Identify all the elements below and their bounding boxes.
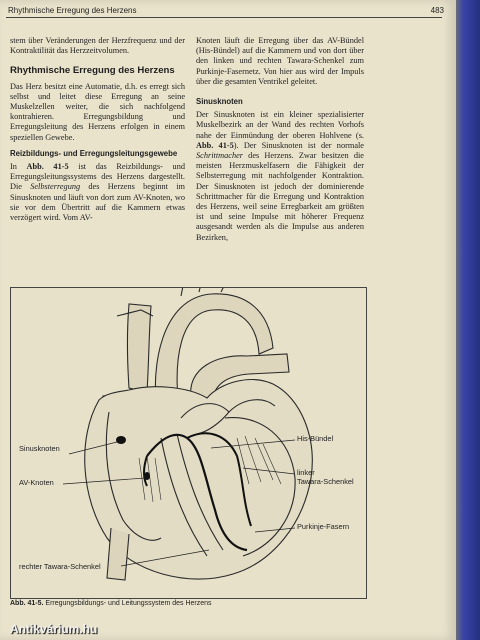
intro-paragraph: Das Herz besitzt eine Automatie, d.h. es erregt sich selbst und leitet diese Erregung an seine Muskelzellen weiter, die sich nachfolgend kontrahieren. Erregungsbildung und Erregungsleitung des Herzens erfolgen in einem speziellen Gewebe. — [10, 81, 185, 142]
emphasis-text: Selbsterregung — [30, 182, 81, 192]
right-column — [196, 36, 364, 245]
text-run: ist das Reizbildungs- und Erregungsleitungssystems des Herzens dargestellt. Die — [10, 162, 185, 192]
subheading-sinusknoten: Sinusknoten — [196, 97, 243, 107]
text-run: des Herzens beginnt im Sinusknoten und läuft von dort zum AV-Knoten, wo sie vor dem Übertritt auf die Kammern etwas verzögert wird. Vom AV- — [10, 182, 185, 223]
running-title: Rhythmische Erregung des Herzens — [8, 6, 137, 15]
watermark: Antikvárium.hu — [10, 622, 98, 636]
sinusknoten-paragraph — [196, 110, 364, 243]
caption-number: Abb. 41-5. — [10, 600, 44, 607]
figure-reference: Abb. 41-5 — [26, 162, 69, 172]
label-tawara-schenkel-links: Tawara-Schenkel — [297, 477, 354, 486]
lead-paragraph: stem über Veränderungen der Herzfrequenz und der Kontraktilität das Herzzeitvolumen. — [10, 36, 185, 56]
heart-illustration — [11, 288, 366, 598]
emphasis-text: Schrittmacher — [196, 151, 244, 161]
text-run: ). Der Sinusknoten ist der normale — [233, 140, 364, 150]
reizbildung-paragraph — [10, 162, 185, 223]
label-av-knoten: AV-Knoten — [19, 478, 54, 487]
section-heading: Rhythmische Erregung des Herzens — [10, 65, 175, 77]
figure-caption — [10, 600, 370, 607]
label-linker: linker — [297, 468, 315, 477]
label-his-buendel: His-Bündel — [297, 434, 334, 443]
label-sinusknoten: Sinusknoten — [19, 444, 60, 453]
subheading-reizbildung: Reizbildungs- und Erregungsleitungsgewebe — [10, 148, 178, 158]
page-number: 483 — [430, 6, 444, 15]
caption-text: Erregungsbildungs- und Leitungssystem des Herzens — [45, 600, 212, 607]
text-run: des Herzens. Zwar besitzen die meisten Herzmuskelfasern die Fähigkeit der Selbsterregung mit nachfolgender Kontraktion. Der Sinusknoten ist jedoch der dominierende Schrittmacher für die Erregung und Kontraktion des Herzens, weil seine Erregbarkeit am größten ist und seine Impulse mit höherer Frequenz ausgesandt werden als die Impulse aus anderen Bezirken, — [196, 151, 364, 242]
figure-reference: Abb. 41-5 — [196, 140, 234, 150]
text-run: Der Sinusknoten ist ein kleiner spezialisierter Muskelbezirk an der Wand des rechten Vorhofs nahe der Einmündung der oberen Hohlvene (s. — [196, 110, 364, 140]
continuation-paragraph: Knoten läuft die Erregung über das AV-Bündel (His-Bündel) auf die Kammern und von dort über den linken und rechten Tawara-Schenkel zum Purkinje-Fasernetz. Von hier aus wird der Impuls über die gesamten Ventrikel geleitet. — [196, 36, 364, 86]
text-run: In — [10, 162, 27, 172]
left-column — [10, 36, 185, 225]
label-rechter-tawara-schenkel: rechter Tawara-Schenkel — [19, 562, 101, 571]
header-rule — [6, 17, 442, 18]
running-header — [8, 4, 448, 18]
label-purkinje-fasern: Purkinje-Fasern — [297, 522, 350, 531]
heart-figure — [10, 287, 367, 599]
book-binding — [456, 0, 480, 640]
